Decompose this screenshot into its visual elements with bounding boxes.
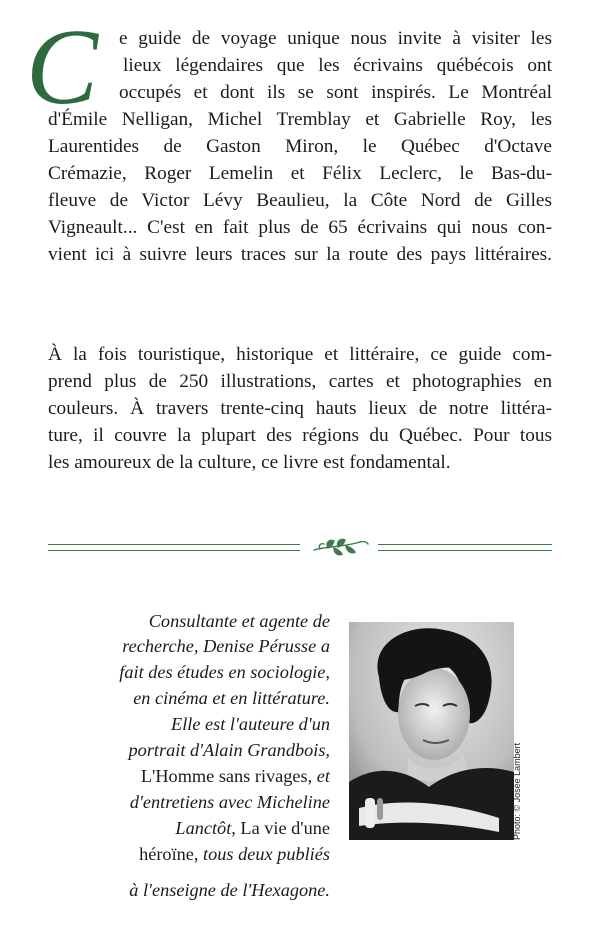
ornamental-divider — [48, 536, 552, 560]
bio-line — [129, 878, 330, 902]
bio-run: héroïne, — [139, 844, 199, 864]
bio-line — [130, 790, 330, 814]
text-line: À la fois touristique, historique et littéraire, ce guide com- — [48, 344, 552, 365]
bio-run: et — [312, 766, 330, 786]
bio-line — [122, 634, 330, 658]
bio-run: La vie d'une — [235, 818, 330, 838]
bio-run: tous deux publiés — [198, 844, 330, 864]
bio-run: Lanctôt, — [175, 818, 236, 838]
bio-line — [171, 712, 330, 736]
bio-run: portrait d'Alain Grandbois, — [128, 740, 330, 760]
bio-run: en cinéma et en littérature. — [133, 688, 330, 708]
text-line: prend plus de 250 illustrations, cartes et photographies en — [48, 371, 552, 392]
bio-run: fait des études en sociologie, — [119, 662, 330, 682]
bio-line — [175, 816, 330, 840]
bio-run: à l'enseigne de l'Hexagone. — [129, 880, 330, 900]
text-line: Vigneault... C'est en fait plus de 65 écrivains qui nous con- — [48, 217, 552, 238]
drop-cap: C — [26, 8, 99, 127]
text-line: couleurs. À travers trente-cinq hauts lieux de notre littéra- — [48, 398, 552, 419]
author-photo — [349, 622, 514, 840]
text-line: fleuve de Victor Lévy Beaulieu, la Côte Nord de Gilles — [48, 190, 552, 211]
bio-run: Consultante et agente de — [148, 611, 330, 631]
bio-run: Elle est l'auteure d'un — [171, 714, 330, 734]
bio-line — [133, 686, 330, 710]
text-line: e guide de voyage unique nous invite à visiter les — [119, 28, 552, 49]
text-line: vient ici à suivre leurs traces sur la route des pays littéraires. — [48, 244, 552, 265]
bio-line — [139, 842, 330, 866]
bio-line — [149, 609, 330, 633]
portrait-image — [349, 622, 514, 840]
bio-line — [141, 764, 330, 788]
text-line: Laurentides de Gaston Miron, le Québec d'Octave — [48, 136, 552, 157]
text-line: les amoureux de la culture, ce livre est fondamental. — [48, 452, 451, 473]
bio-run: recherche, Denise Pérusse a — [122, 636, 330, 656]
text-line: ture, il couvre la plupart des régions du Québec. Pour tous — [48, 425, 552, 446]
divider-rule-left — [48, 544, 300, 551]
text-line: Crémazie, Roger Lemelin et Félix Leclerc, le Bas-du- — [48, 163, 552, 184]
divider-rule-right — [378, 544, 552, 551]
bio-line — [119, 660, 330, 684]
bio-run: d'entretiens avec Micheline — [129, 792, 330, 812]
leaf-ornament-icon — [310, 536, 372, 560]
bio-line — [129, 738, 330, 762]
photo-credit: Photo: © Josée Lambert — [512, 742, 522, 840]
text-line: d'Émile Nelligan, Michel Tremblay et Gabrielle Roy, les — [48, 109, 552, 130]
text-line: lieux légendaires que les écrivains québécois ont — [123, 55, 552, 76]
text-line: occupés et dont ils se sont inspirés. Le Montréal — [119, 82, 552, 103]
bio-run: L'Homme sans rivages, — [140, 766, 313, 786]
